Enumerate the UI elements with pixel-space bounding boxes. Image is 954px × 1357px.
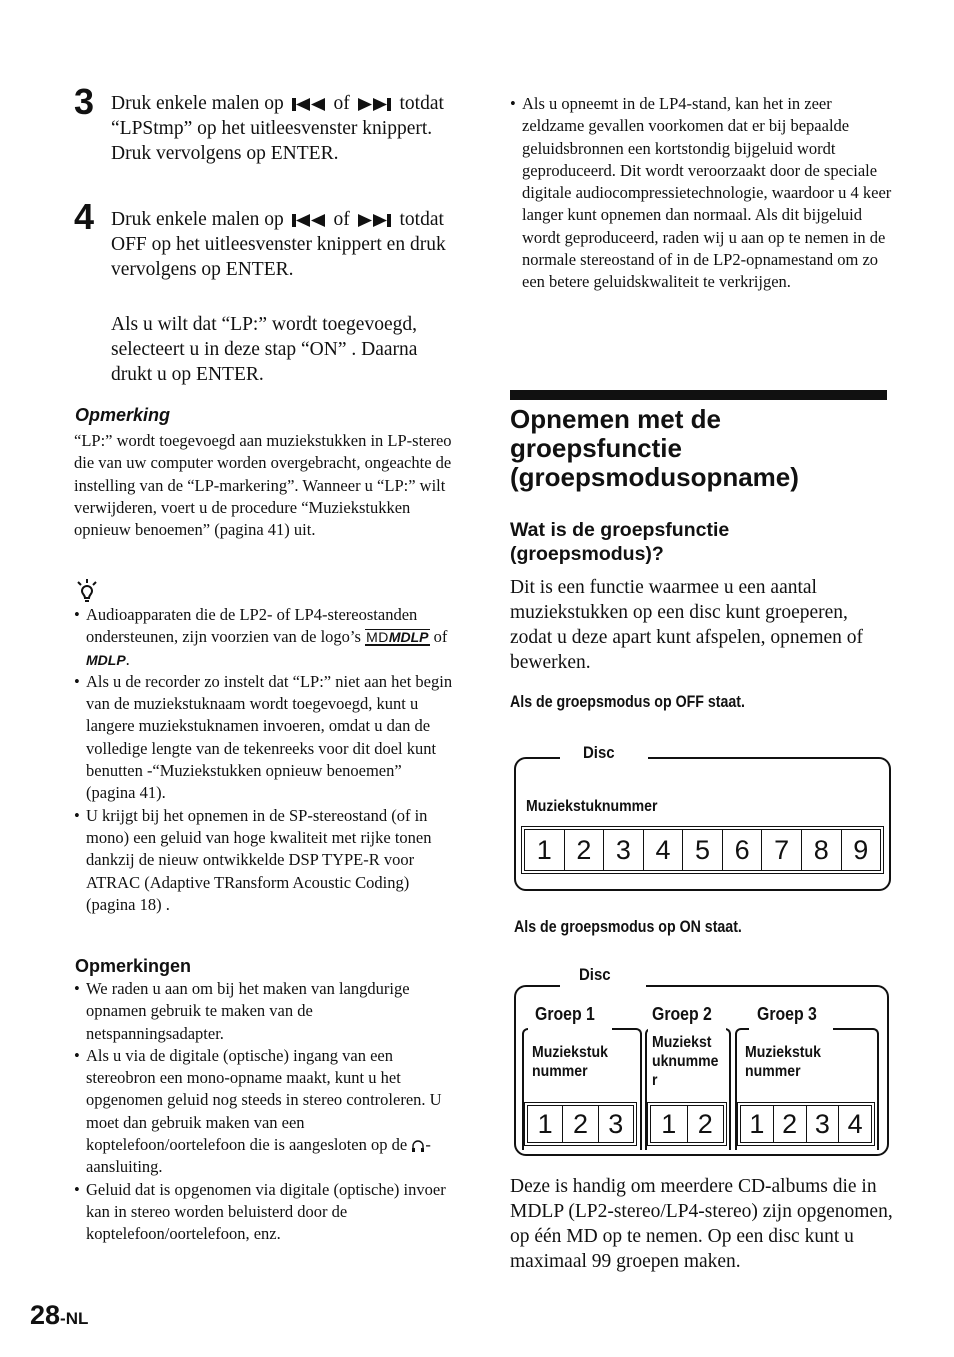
track-cell: 1 bbox=[525, 830, 565, 870]
note-1-text: We raden u aan om bij het maken van langdurige opnamen gebruik te maken van de netspanningsadapter. bbox=[86, 979, 410, 1043]
track-cell: 7 bbox=[762, 830, 802, 870]
page-number-value: 28 bbox=[30, 1300, 61, 1330]
tips-list bbox=[74, 604, 454, 916]
group-3-label: Muziekstuk nummer bbox=[745, 1044, 821, 1080]
group-2-name: Groep 2 bbox=[652, 1004, 712, 1024]
next-track-icon bbox=[355, 97, 395, 112]
group-2-label: Muziekst uknumme r bbox=[652, 1034, 719, 1089]
track-cell: 2 bbox=[697, 1108, 713, 1139]
track-cell: 4 bbox=[644, 830, 684, 870]
track-cell: 3 bbox=[608, 1108, 624, 1139]
step-4-after: totdat OFF op het uitleesvenster knippert en druk vervolgens op ENTER. bbox=[111, 209, 446, 280]
step-4-before: Druk enkele malen op bbox=[111, 209, 284, 230]
tip-3-text: U krijgt bij het opnemen in de SP-stereostand (of in mono) een geluid van hoge kwaliteit met rijke tonen dankzij de nieuw ontwikkelde DSP TYPE-R voor ATRAC (Adaptive TRansform Acoustic Coding) (pagina 18) . bbox=[86, 805, 432, 914]
note-3-text: Geluid dat is opgenomen via digitale (optische) invoer kan in stereo worden beluisterd door de koptelefoon/oortelefoon, enz. bbox=[86, 1179, 446, 1244]
mdlp-logo-2-text: MDLP bbox=[86, 651, 126, 668]
group-3-tracks bbox=[740, 1105, 872, 1143]
mdlp-logo-1-text: MDLP bbox=[388, 629, 429, 646]
track-number-label-off: Muziekstuknummer bbox=[526, 798, 658, 815]
track-cell: 1 bbox=[528, 1106, 563, 1142]
step-4-mid: of bbox=[333, 209, 350, 230]
caption-off: Als de groepsmodus op OFF staat. bbox=[510, 693, 745, 711]
prev-track-icon bbox=[289, 213, 329, 228]
section-outro: Deze is handig om meerdere CD-albums die in MDLP (LP2-stereo/LP4-stereo) zijn opgenomen, op één MD op te nemen. Op een disc kunt u maximaal 99 groepen maken. bbox=[510, 1176, 893, 1272]
track-cell: 2 bbox=[565, 830, 605, 870]
track-cell: 4 bbox=[847, 1108, 863, 1139]
step-3-before: Druk enkele malen op bbox=[111, 93, 284, 114]
track-cell: 2 bbox=[774, 1106, 807, 1142]
track-cell: 9 bbox=[853, 834, 869, 865]
section-bar bbox=[510, 390, 887, 400]
note-2-after: -aansluiting. bbox=[86, 1135, 431, 1177]
tip-1-before: Audioapparaten die de LP2- of LP4-stereostanden ondersteunen, zijn voorzien van de logo’s bbox=[86, 605, 418, 647]
mdlp-logo-plain bbox=[86, 652, 126, 668]
group-1-label: Muziekstuk nummer bbox=[532, 1044, 608, 1080]
right-bullet: • Als u opneemt in de LP4-stand, kan het in zeer zeldzame gevallen voorkomen dat er bij bepaalde geluidsbronnen een kortstondig bijgeluid wordt geproduceerd. Dit wordt veroorzaakt door de speciale digitale audiocompressietechnologie, waardoor u 4 keer langer kunt opnemen dan normaal. Als dit bijgeluid wordt geproduceerd, raden wij u aan op te nemen in de normale stereostand of in de LP2-opnamestand om zo een betere geluidskwaliteit te verkrijgen. bbox=[510, 94, 892, 292]
track-cell: 3 bbox=[604, 830, 644, 870]
track-cell: 6 bbox=[723, 830, 763, 870]
tip-bullet-1: • Audioapparaten die de LP2- of LP4-stereostanden ondersteunen, zijn voorzien van de logo’s MDMDLP of MDLP. bbox=[74, 605, 448, 669]
headphone-icon bbox=[411, 1139, 425, 1153]
page-number-suffix: -NL bbox=[60, 1309, 89, 1328]
step-4-text bbox=[111, 207, 456, 282]
step-3-after: totdat “LPStmp” op het uitleesvenster knippert. Druk vervolgens op ENTER. bbox=[111, 93, 444, 164]
tip-bullet-2: • Als u de recorder zo instelt dat “LP:” niet aan het begin van de muziekstuknaam wordt toegevoegd, kunt u langere muziekstuknamen invoeren, omdat u dan de volledige lengte van de tekenreeks voor dit doel kunt benutten -“Muziekstukken opnieuw benoemen” (pagina 41). bbox=[74, 671, 453, 803]
prev-track-icon bbox=[289, 97, 329, 112]
note-heading: Opmerking bbox=[75, 405, 171, 425]
right-bullet-text: Als u opneemt in de LP4-stand, kan het in zeer zeldzame gevallen voorkomen dat er bij bepaalde geluidsbronnen een kortstondig bijgeluid wordt geproduceerd. Dit wordt veroorzaakt door de speciale digitale audiocompressietechnologie, waardoor u 4 keer langer kunt opnemen dan normaal. Als dit bijgeluid wordt geproduceerd, raden wij u aan op te nemen in de normale stereostand of in de LP2-opnamestand om zo een betere geluidskwaliteit te verkrijgen. bbox=[522, 94, 892, 292]
track-cell: 5 bbox=[683, 830, 723, 870]
group-3-name: Groep 3 bbox=[757, 1004, 817, 1024]
tip-bulb-icon bbox=[75, 578, 99, 604]
caption-on: Als de groepsmodus op ON staat. bbox=[514, 918, 742, 936]
notes-heading: Opmerkingen bbox=[75, 956, 192, 976]
track-cell: 3 bbox=[807, 1106, 840, 1142]
disc-label-off: Disc bbox=[583, 743, 615, 762]
mdlp-logo-boxed: MDMDLP bbox=[366, 629, 429, 646]
disc-label-on: Disc bbox=[579, 965, 611, 984]
note-2-before: Als u via de digitale (optische) ingang van een stereobron een mono-opname maakt, kunt u het opgenomen geluid nog steeds in stereo controleren. U moet dan gebruik maken van een koptelefoon/oortelefoon die is aangesloten op de bbox=[86, 1045, 442, 1155]
step-4-extra: Als u wilt dat “LP:” wordt toegevoegd, selecteert u in deze stap “ON” . Daarna drukt u op ENTER. bbox=[111, 314, 418, 385]
tip-1-mid: of bbox=[433, 627, 448, 647]
note-bullet-3: • Geluid dat is opgenomen via digitale (optische) invoer kan in stereo worden beluisterd door de koptelefoon/oortelefoon, enz. bbox=[74, 1179, 446, 1244]
section-subtitle: Wat is de groepsfunctie (groepsmodus)? bbox=[510, 519, 730, 565]
tip-bullet-3: • U krijgt bij het opnemen in de SP-stereostand (of in mono) een geluid van hoge kwaliteit met rijke tonen dankzij de nieuw ontwikkelde DSP TYPE-R voor ATRAC (Adaptive TRansform Acoustic Coding) (pagina 18) . bbox=[74, 805, 432, 914]
page-number bbox=[30, 1300, 88, 1331]
track-cell: 1 bbox=[651, 1106, 688, 1142]
next-track-icon bbox=[355, 213, 395, 228]
track-cell: 1 bbox=[741, 1106, 774, 1142]
group-1-name: Groep 1 bbox=[535, 1004, 595, 1024]
tip-1-end: . bbox=[125, 649, 130, 669]
tip-2-text: Als u de recorder zo instelt dat “LP:” niet aan het begin van de muziekstuknaam wordt toegevoegd, kunt u langere muziekstuknamen invoeren, omdat u dan de volledige lengte van de tekenreeks voor dit doel kunt benutten -“Muziekstukken opnieuw benoemen” (pagina 41). bbox=[86, 671, 453, 803]
step-3-mid: of bbox=[333, 93, 350, 114]
group-2-tracks bbox=[650, 1105, 724, 1143]
track-cell: 8 bbox=[802, 830, 842, 870]
note-bullet-2: • Als u via de digitale (optische) ingang van een stereobron een mono-opname maakt, kunt u het opgenomen geluid nog steeds in stereo controleren. U moet dan gebruik maken van een koptelefoon/oortelefoon die is aangesloten op de -aansluiting. bbox=[74, 1045, 442, 1177]
track-cell: 2 bbox=[563, 1106, 598, 1142]
section-intro: Dit is een functie waarmee u een aantal muziekstukken op een disc kunt groeperen, zodat u deze apart kunt afspelen, opnemen of bewerken. bbox=[510, 577, 864, 673]
notes-list bbox=[74, 978, 454, 1246]
section-title: Opnemen met de groepsfunctie (groepsmodusopname) bbox=[510, 404, 799, 492]
group-1-tracks bbox=[527, 1105, 634, 1143]
step-4-number: 4 bbox=[74, 196, 95, 237]
track-row-off bbox=[524, 829, 881, 871]
step-3-text bbox=[111, 91, 456, 166]
note-bullet-1: • We raden u aan om bij het maken van langdurige opnamen gebruik te maken van de netspanningsadapter. bbox=[74, 979, 410, 1043]
step-3-number: 3 bbox=[74, 81, 95, 122]
note-text: “LP:” wordt toegevoegd aan muziekstukken in LP-stereo die van uw computer worden overgebracht, ongeachte de instelling van de “LP-markering”. Wanneer u “LP:” wilt verwijderen, voert u de procedure “Muziekstukken opnieuw benoemen” (pagina 41) uit. bbox=[74, 431, 452, 540]
